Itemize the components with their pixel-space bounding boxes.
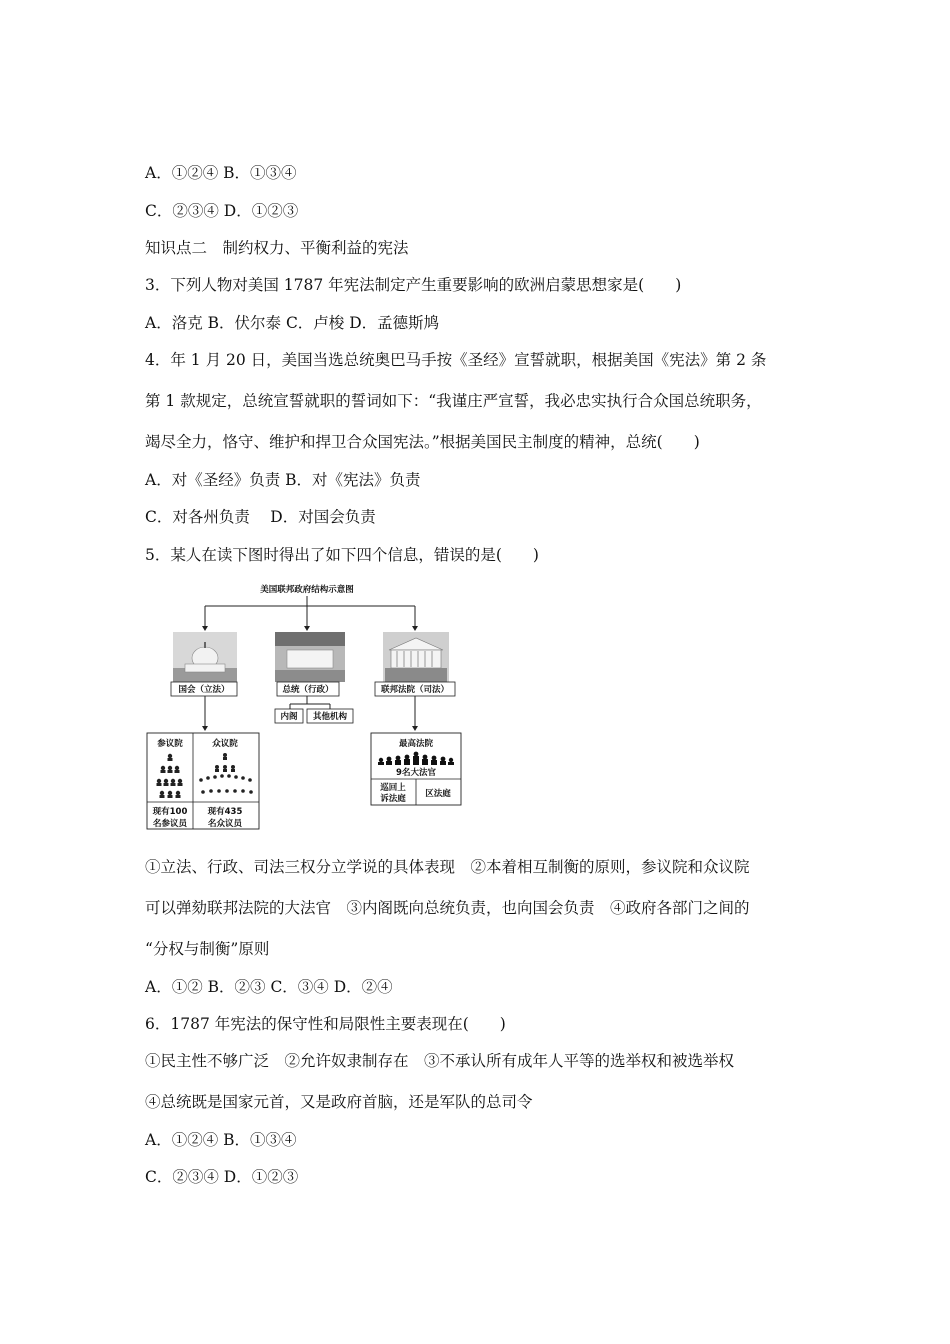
capitol-image xyxy=(173,632,237,682)
justices-label: 9名大法官 xyxy=(396,768,436,778)
president-label: 总统（行政） xyxy=(282,685,334,695)
court-box xyxy=(371,733,461,805)
q2-options-ab: A．①②④ B．①③④ xyxy=(145,164,297,182)
white-house-image xyxy=(275,632,345,682)
senate-count-line1: 现有100 xyxy=(152,807,188,817)
congress-box xyxy=(147,733,259,829)
q6-options-cd: C．②③④ D．①②③ xyxy=(145,1168,299,1186)
cabinet-label: 内阁 xyxy=(280,712,298,722)
q6-statements-line1: ①民主性不够广泛 ②允许奴隶制存在 ③不承认所有成年人平等的选举权和被选举权 xyxy=(145,1052,735,1070)
q6-options-ab: A．①②④ B．①③④ xyxy=(145,1131,297,1149)
house-count-line1: 现有435 xyxy=(207,807,243,817)
house-label: 众议院 xyxy=(212,739,238,749)
supreme-court-image xyxy=(383,632,449,682)
q5-options: A．①② B．②③ C．③④ D．②④ xyxy=(145,978,393,996)
senate-count-line2: 名参议员 xyxy=(152,819,188,829)
federal-government-diagram xyxy=(145,578,470,833)
q3-options: A．洛克 B．伏尔泰 C．卢梭 D．孟德斯鸠 xyxy=(145,314,440,332)
q5-statements-line3: “分权与制衡”原则 xyxy=(145,940,270,958)
circuit-court-line1: 巡回上 xyxy=(380,783,406,793)
diagram-title: 美国联邦政府结构示意图 xyxy=(260,585,354,595)
q4-options-ab: A．对《圣经》负责 B．对《宪法》负责 xyxy=(145,471,421,489)
question-5: 5．某人在读下图时得出了如下四个信息，错误的是( ) xyxy=(145,546,539,564)
q2-options-cd: C．②③④ D．①②③ xyxy=(145,202,299,220)
question-4-line2: 第 1 款规定，总统宣誓就职的誓词如下：“我谨庄严宣誓，我必忠实执行合众国总统职务， xyxy=(145,392,762,410)
section-heading: 知识点二 制约权力、平衡利益的宪法 xyxy=(145,239,409,257)
circuit-court-line2: 诉法庭 xyxy=(380,794,406,804)
q6-statements-line2: ④总统既是国家元首，又是政府首脑，还是军队的总司令 xyxy=(145,1093,533,1111)
district-court-label: 区法庭 xyxy=(425,789,451,799)
house-count-line2: 名众议员 xyxy=(207,819,243,829)
question-4-line3: 竭尽全力，恪守、维护和捍卫合众国宪法。”根据美国民主制度的精神，总统( ) xyxy=(145,433,700,451)
q5-statements-line1: ①立法、行政、司法三权分立学说的具体表现 ②本着相互制衡的原则，参议院和众议院 xyxy=(145,858,750,876)
q5-statements-line2: 可以弹劾联邦法院的大法官 ③内阁既向总统负责，也向国会负责 ④政府各部门之间的 xyxy=(145,899,750,917)
question-6: 6．1787 年宪法的保守性和局限性主要表现在( ) xyxy=(145,1015,506,1033)
other-agencies-label: 其他机构 xyxy=(312,712,348,722)
q4-options-cd: C．对各州负责 D．对国会负责 xyxy=(145,508,376,526)
congress-label: 国会（立法） xyxy=(178,685,230,695)
court-label: 联邦法院（司法） xyxy=(380,685,450,695)
question-3: 3．下列人物对美国 1787 年宪法制定产生重要影响的欧洲启蒙思想家是( ) xyxy=(145,276,682,294)
senate-label: 参议院 xyxy=(157,739,183,749)
question-4-line1: 4．年 1 月 20 日，美国当选总统奥巴马手按《圣经》宣誓就职，根据美国《宪法》第 2 条 xyxy=(145,351,767,369)
supreme-court-label: 最高法院 xyxy=(398,739,434,749)
